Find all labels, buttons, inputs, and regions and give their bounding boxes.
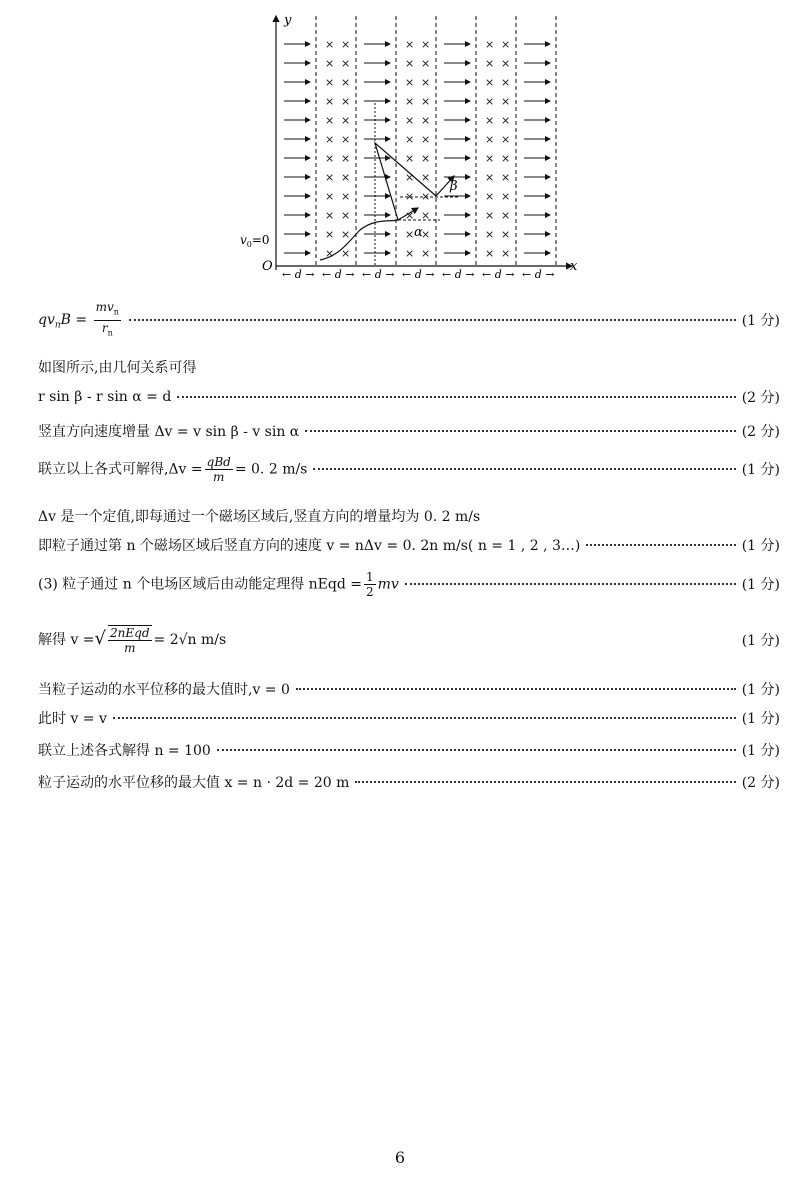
- magnetic-field-cross: ×: [421, 228, 431, 241]
- eq-line-4: 竖直方向速度增量 Δv = v sin β - v sin α (2 分): [38, 419, 780, 443]
- magnetic-field-cross: ×: [501, 228, 511, 241]
- magnetic-field-cross: ×: [485, 209, 495, 222]
- points-label: (1 分): [741, 313, 780, 329]
- magnetic-field-cross: ×: [341, 38, 351, 51]
- d-label: ← d →: [522, 268, 555, 280]
- magnetic-field-cross: ×: [325, 247, 335, 260]
- eq-line-1: $qv_nB$ = $\frac{mv_n}{r_n}$ (1 分): [38, 300, 780, 337]
- text-line-6: Δv 是一个定值,即每通过一个磁场区域后,竖直方向的增量均为 0. 2 m/s: [38, 509, 481, 525]
- magnetic-field-cross: ×: [421, 190, 431, 203]
- magnetic-field-cross: ×: [421, 209, 431, 222]
- magnetic-field-cross: ×: [485, 228, 495, 241]
- magnetic-field-cross: ×: [485, 76, 495, 89]
- magnetic-field-cross: ×: [421, 76, 431, 89]
- magnetic-field-cross: ×: [341, 171, 351, 184]
- magnetic-field-cross: ×: [421, 95, 431, 108]
- points-label: (1 分): [741, 682, 780, 698]
- magnetic-field-cross: ×: [405, 190, 415, 203]
- magnetic-field-cross: ×: [341, 152, 351, 165]
- magnetic-field-cross: ×: [421, 247, 431, 260]
- magnetic-field-cross: ×: [485, 114, 495, 127]
- magnetic-field-cross: ×: [405, 228, 415, 241]
- magnetic-field-cross: ×: [325, 57, 335, 70]
- magnetic-field-cross: ×: [325, 171, 335, 184]
- magnetic-field-cross: ×: [325, 228, 335, 241]
- eq-line-12: 联立上述各式解得 n = 100 (1 分): [38, 738, 780, 762]
- magnetic-field-cross: ×: [325, 133, 335, 146]
- trajectory-curve: [320, 143, 436, 260]
- eq-line-10: 当粒子运动的水平位移的最大值时,v = 0 (1 分): [38, 677, 780, 701]
- magnetic-field-cross: ×: [485, 95, 495, 108]
- magnetic-field-cross: ×: [341, 247, 351, 260]
- points-label: (2 分): [741, 424, 780, 440]
- magnetic-field-cross: ×: [421, 114, 431, 127]
- magnetic-field-cross: ×: [325, 76, 335, 89]
- points-label: (1 分): [741, 743, 780, 759]
- magnetic-field-cross: ×: [405, 247, 415, 260]
- magnetic-field-cross: ×: [405, 171, 415, 184]
- magnetic-field-cross: ×: [325, 95, 335, 108]
- magnetic-field-cross: ×: [485, 190, 495, 203]
- x-axis-label: x: [570, 259, 578, 274]
- alpha-label: α: [414, 225, 423, 240]
- magnetic-field-cross: ×: [485, 152, 495, 165]
- magnetic-field-cross: ×: [501, 95, 511, 108]
- magnetic-field-cross: ×: [421, 38, 431, 51]
- magnetic-field-cross: ×: [341, 57, 351, 70]
- eq-line-13: 粒子运动的水平位移的最大值 x = n · 2d = 20 m (2 分): [38, 770, 780, 794]
- points-label: (1 分): [741, 462, 780, 478]
- d-label: ← d →: [482, 268, 515, 280]
- eq-line-7: 即粒子通过第 n 个磁场区域后竖直方向的速度 v = nΔv = 0. 2n m/s( n = 1 , 2 , 3…) (1 分): [38, 533, 780, 557]
- magnetic-field-cross: ×: [405, 38, 415, 51]
- magnetic-field-cross: ×: [405, 57, 415, 70]
- points-label: (1 分): [741, 577, 780, 593]
- eq-line-3: r sin β - r sin α = d (2 分): [38, 389, 780, 406]
- magnetic-field-cross: ×: [325, 38, 335, 51]
- magnetic-field-cross: ×: [325, 190, 335, 203]
- text-line-2: 如图所示,由几何关系可得: [38, 360, 197, 376]
- magnetic-field-cross: ×: [341, 76, 351, 89]
- magnetic-field-cross: ×: [405, 114, 415, 127]
- beta-label: β: [450, 179, 458, 194]
- magnetic-field-cross: ×: [501, 76, 511, 89]
- d-label: ← d →: [402, 268, 435, 280]
- magnetic-field-cross: ×: [501, 190, 511, 203]
- y-axis-label: y: [284, 13, 292, 28]
- magnetic-field-cross: ×: [341, 190, 351, 203]
- eq-line-9: 解得 v =√ $\frac{\text{2nEqd}}{m}$ = 2√n m/s (1 分): [38, 626, 780, 655]
- magnetic-field-cross: ×: [325, 152, 335, 165]
- magnetic-field-cross: ×: [485, 38, 495, 51]
- magnetic-field-cross: ×: [421, 57, 431, 70]
- magnetic-field-cross: ×: [341, 228, 351, 241]
- v0-label: $v_0=0$: [240, 233, 270, 249]
- magnetic-field-cross: ×: [341, 95, 351, 108]
- magnetic-field-cross: ×: [421, 171, 431, 184]
- points-label: (2 分): [741, 775, 780, 791]
- magnetic-field-cross: ×: [325, 114, 335, 127]
- d-label: ← d →: [362, 268, 395, 280]
- magnetic-field-cross: ×: [325, 209, 335, 222]
- magnetic-field-cross: ×: [501, 171, 511, 184]
- points-label: (2 分): [741, 390, 780, 406]
- magnetic-field-cross: ×: [405, 76, 415, 89]
- eq-line-8: (3) 粒子通过 n 个电场区域后由动能定理得 nEqd = $\frac{1}{2}$ mv (1 分): [38, 569, 780, 599]
- magnetic-field-cross: ×: [341, 114, 351, 127]
- magnetic-field-cross: ×: [501, 57, 511, 70]
- magnetic-field-cross: ×: [501, 133, 511, 146]
- page-number: 6: [394, 1148, 406, 1167]
- magnetic-field-cross: ×: [421, 133, 431, 146]
- magnetic-field-cross: ×: [501, 152, 511, 165]
- magnetic-field-cross: ×: [485, 57, 495, 70]
- points-label: (1 分): [741, 538, 780, 554]
- magnetic-field-cross: ×: [501, 114, 511, 127]
- magnetic-field-cross: ×: [405, 133, 415, 146]
- d-label: ← d →: [442, 268, 475, 280]
- magnetic-field-cross: ×: [485, 133, 495, 146]
- magnetic-field-cross: ×: [405, 152, 415, 165]
- magnetic-field-cross: ×: [501, 209, 511, 222]
- magnetic-field-cross: ×: [405, 95, 415, 108]
- d-label: ← d →: [282, 268, 315, 280]
- magnetic-field-cross: ×: [341, 133, 351, 146]
- points-label: (1 分): [741, 711, 780, 727]
- magnetic-field-cross: ×: [485, 171, 495, 184]
- d-label: ← d →: [322, 268, 355, 280]
- field-diagram: [240, 8, 585, 280]
- magnetic-field-cross: ×: [485, 247, 495, 260]
- points-label: (1 分): [741, 633, 780, 649]
- magnetic-field-cross: ×: [501, 247, 511, 260]
- eq-line-5: 联立以上各式可解得,Δv = $\frac{\text{qBd}}{m}$ = 0. 2 m/s (1 分): [38, 454, 780, 484]
- magnetic-field-cross: ×: [405, 209, 415, 222]
- magnetic-field-cross: ×: [341, 209, 351, 222]
- origin-label: O: [262, 259, 273, 274]
- magnetic-field-cross: ×: [421, 152, 431, 165]
- eq-line-11: 此时 v = v (1 分): [38, 706, 780, 730]
- magnetic-field-cross: ×: [501, 38, 511, 51]
